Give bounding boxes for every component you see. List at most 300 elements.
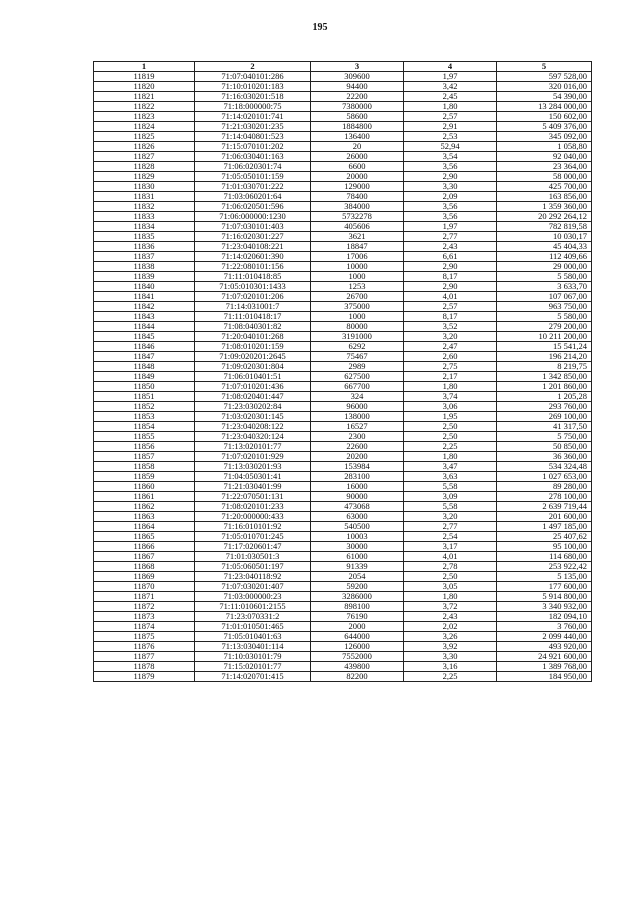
cadastral-number-cell: 71:06:000000:1230 (195, 212, 311, 222)
value-cell: 10 211 200,00 (497, 332, 592, 342)
table-row (94, 292, 592, 302)
area-cell: 20 (311, 142, 404, 152)
area-cell: 309600 (311, 72, 404, 82)
rate-cell: 3,17 (404, 542, 497, 552)
row-number-cell: 11852 (94, 402, 195, 412)
value-cell: 5 580,00 (497, 312, 592, 322)
rate-cell: 3,56 (404, 212, 497, 222)
row-number-cell: 11831 (94, 192, 195, 202)
cadastral-number-cell: 71:05:010401:63 (195, 632, 311, 642)
area-cell: 16527 (311, 422, 404, 432)
rate-cell: 2,53 (404, 132, 497, 142)
table-row (94, 142, 592, 152)
value-cell: 36 360,00 (497, 452, 592, 462)
area-cell: 76190 (311, 612, 404, 622)
rate-cell: 3,56 (404, 162, 497, 172)
table-row (94, 442, 592, 452)
row-number-cell: 11857 (94, 452, 195, 462)
area-cell: 26700 (311, 292, 404, 302)
row-number-cell: 11823 (94, 112, 195, 122)
cadastral-number-cell: 71:07:030101:403 (195, 222, 311, 232)
row-number-cell: 11860 (94, 482, 195, 492)
cadastral-number-cell: 71:07:020101:929 (195, 452, 311, 462)
cadastral-number-cell: 71:23:040108:221 (195, 242, 311, 252)
cadastral-number-cell: 71:04:050301:41 (195, 472, 311, 482)
value-cell: 1 205,28 (497, 392, 592, 402)
area-cell: 129000 (311, 182, 404, 192)
cadastral-number-cell: 71:05:010701:245 (195, 532, 311, 542)
cadastral-number-cell: 71:03:060201:64 (195, 192, 311, 202)
value-cell: 184 950,00 (497, 672, 592, 682)
value-cell: 293 760,00 (497, 402, 592, 412)
table-row (94, 242, 592, 252)
area-cell: 7552000 (311, 652, 404, 662)
value-cell: 3 340 932,00 (497, 602, 592, 612)
value-cell: 58 000,00 (497, 172, 592, 182)
table-row (94, 602, 592, 612)
rate-cell: 2,02 (404, 622, 497, 632)
rate-cell: 2,78 (404, 562, 497, 572)
value-cell: 1 058,80 (497, 142, 592, 152)
value-cell: 92 040,00 (497, 152, 592, 162)
cadastral-number-cell: 71:23:030202:84 (195, 402, 311, 412)
area-cell: 63000 (311, 512, 404, 522)
row-number-cell: 11828 (94, 162, 195, 172)
row-number-cell: 11837 (94, 252, 195, 262)
value-cell: 54 390,00 (497, 92, 592, 102)
cadastral-number-cell: 71:18:000000:75 (195, 102, 311, 112)
area-cell: 6292 (311, 342, 404, 352)
area-cell: 1884800 (311, 122, 404, 132)
cadastral-number-cell: 71:21:030401:99 (195, 482, 311, 492)
table-row (94, 642, 592, 652)
rate-cell: 2,25 (404, 442, 497, 452)
row-number-cell: 11874 (94, 622, 195, 632)
row-number-cell: 11859 (94, 472, 195, 482)
area-cell: 2300 (311, 432, 404, 442)
row-number-cell: 11833 (94, 212, 195, 222)
table-row (94, 502, 592, 512)
row-number-cell: 11824 (94, 122, 195, 132)
area-cell: 439800 (311, 662, 404, 672)
cadastral-number-cell: 71:23:040320:124 (195, 432, 311, 442)
cadastral-number-cell: 71:21:030201:235 (195, 122, 311, 132)
value-cell: 1 497 185,00 (497, 522, 592, 532)
cadastral-number-cell: 71:08:010201:159 (195, 342, 311, 352)
cadastral-number-cell: 71:03:000000:23 (195, 592, 311, 602)
row-number-cell: 11847 (94, 352, 195, 362)
cadastral-number-cell: 71:14:020101:741 (195, 112, 311, 122)
rate-cell: 3,42 (404, 82, 497, 92)
area-cell: 20200 (311, 452, 404, 462)
rate-cell: 8,17 (404, 312, 497, 322)
value-cell: 24 921 600,00 (497, 652, 592, 662)
value-cell: 107 067,00 (497, 292, 592, 302)
area-cell: 3191000 (311, 332, 404, 342)
row-number-cell: 11879 (94, 672, 195, 682)
area-cell: 80000 (311, 322, 404, 332)
value-cell: 493 920,00 (497, 642, 592, 652)
rate-cell: 1,80 (404, 592, 497, 602)
table-row (94, 522, 592, 532)
row-number-cell: 11836 (94, 242, 195, 252)
area-cell: 20000 (311, 172, 404, 182)
rate-cell: 3,54 (404, 152, 497, 162)
cadastral-number-cell: 71:14:020701:415 (195, 672, 311, 682)
table-row (94, 152, 592, 162)
area-cell: 138000 (311, 412, 404, 422)
rate-cell: 2,43 (404, 612, 497, 622)
table-row (94, 362, 592, 372)
row-number-cell: 11850 (94, 382, 195, 392)
table-row (94, 252, 592, 262)
rate-cell: 2,90 (404, 282, 497, 292)
table-row (94, 672, 592, 682)
rate-cell: 2,50 (404, 572, 497, 582)
cadastral-number-cell: 71:15:020101:77 (195, 662, 311, 672)
table-row (94, 592, 592, 602)
rate-cell: 3,47 (404, 462, 497, 472)
rate-cell: 1,95 (404, 412, 497, 422)
table-row (94, 512, 592, 522)
table-row (94, 202, 592, 212)
row-number-cell: 11873 (94, 612, 195, 622)
rate-cell: 3,92 (404, 642, 497, 652)
area-cell: 1000 (311, 272, 404, 282)
cadastral-number-cell: 71:03:020301:145 (195, 412, 311, 422)
table-row (94, 382, 592, 392)
rate-cell: 2,25 (404, 672, 497, 682)
value-cell: 1 389 768,00 (497, 662, 592, 672)
rate-cell: 2,77 (404, 522, 497, 532)
area-cell: 2054 (311, 572, 404, 582)
table-row (94, 92, 592, 102)
rate-cell: 2,54 (404, 532, 497, 542)
cadastral-number-cell: 71:11:010418:85 (195, 272, 311, 282)
area-cell: 75467 (311, 352, 404, 362)
cadastral-number-cell: 71:16:020301:227 (195, 232, 311, 242)
rate-cell: 2,43 (404, 242, 497, 252)
row-number-cell: 11843 (94, 312, 195, 322)
value-cell: 150 602,00 (497, 112, 592, 122)
row-number-cell: 11844 (94, 322, 195, 332)
value-cell: 5 914 800,00 (497, 592, 592, 602)
table-row (94, 282, 592, 292)
row-number-cell: 11820 (94, 82, 195, 92)
value-cell: 253 922,42 (497, 562, 592, 572)
row-number-cell: 11825 (94, 132, 195, 142)
area-cell: 26000 (311, 152, 404, 162)
row-number-cell: 11846 (94, 342, 195, 352)
value-cell: 278 100,00 (497, 492, 592, 502)
value-cell: 2 099 440,00 (497, 632, 592, 642)
value-cell: 963 750,00 (497, 302, 592, 312)
table-row (94, 302, 592, 312)
value-cell: 269 100,00 (497, 412, 592, 422)
row-number-cell: 11849 (94, 372, 195, 382)
rate-cell: 8,17 (404, 272, 497, 282)
row-number-cell: 11865 (94, 532, 195, 542)
cadastral-number-cell: 71:09:020301:804 (195, 362, 311, 372)
value-cell: 1 342 850,00 (497, 372, 592, 382)
row-number-cell: 11834 (94, 222, 195, 232)
rate-cell: 1,80 (404, 382, 497, 392)
table-row (94, 472, 592, 482)
area-cell: 78400 (311, 192, 404, 202)
table-row (94, 552, 592, 562)
value-cell: 1 359 360,00 (497, 202, 592, 212)
column-header: 5 (497, 62, 592, 72)
cadastral-number-cell: 71:13:030401:114 (195, 642, 311, 652)
rate-cell: 5,58 (404, 502, 497, 512)
rate-cell: 3,30 (404, 182, 497, 192)
area-cell: 2989 (311, 362, 404, 372)
row-number-cell: 11841 (94, 292, 195, 302)
area-cell: 22600 (311, 442, 404, 452)
row-number-cell: 11870 (94, 582, 195, 592)
row-number-cell: 11867 (94, 552, 195, 562)
cadastral-number-cell: 71:01:030701:222 (195, 182, 311, 192)
area-cell: 7380000 (311, 102, 404, 112)
rate-cell: 3,16 (404, 662, 497, 672)
table-row (94, 72, 592, 82)
table-header-row (94, 62, 592, 72)
rate-cell: 2,90 (404, 262, 497, 272)
value-cell: 1 201 860,00 (497, 382, 592, 392)
rate-cell: 2,50 (404, 422, 497, 432)
area-cell: 82200 (311, 672, 404, 682)
cadastral-number-cell: 71:07:030201:407 (195, 582, 311, 592)
page-number: 195 (312, 22, 328, 33)
rate-cell: 4,01 (404, 552, 497, 562)
table-body (94, 72, 592, 682)
value-cell: 114 680,00 (497, 552, 592, 562)
value-cell: 23 364,00 (497, 162, 592, 172)
area-cell: 5732278 (311, 212, 404, 222)
rate-cell: 2,77 (404, 232, 497, 242)
area-cell: 61000 (311, 552, 404, 562)
value-cell: 782 819,58 (497, 222, 592, 232)
cadastral-number-cell: 71:22:070501:131 (195, 492, 311, 502)
value-cell: 89 280,00 (497, 482, 592, 492)
row-number-cell: 11832 (94, 202, 195, 212)
rate-cell: 3,20 (404, 512, 497, 522)
cadastral-number-cell: 71:22:080101:156 (195, 262, 311, 272)
row-number-cell: 11822 (94, 102, 195, 112)
value-cell: 320 016,00 (497, 82, 592, 92)
cadastral-number-cell: 71:10:010201:183 (195, 82, 311, 92)
row-number-cell: 11830 (94, 182, 195, 192)
rate-cell: 3,72 (404, 602, 497, 612)
area-cell: 644000 (311, 632, 404, 642)
cadastral-number-cell: 71:01:030501:3 (195, 552, 311, 562)
area-cell: 10003 (311, 532, 404, 542)
table-row (94, 352, 592, 362)
value-cell: 45 404,33 (497, 242, 592, 252)
rate-cell: 52,94 (404, 142, 497, 152)
table-row (94, 452, 592, 462)
rate-cell: 3,09 (404, 492, 497, 502)
cadastral-number-cell: 71:09:020201:2645 (195, 352, 311, 362)
rate-cell: 3,56 (404, 202, 497, 212)
rate-cell: 6,61 (404, 252, 497, 262)
table-row (94, 132, 592, 142)
column-header: 2 (195, 62, 311, 72)
cadastral-number-cell: 71:06:020501:596 (195, 202, 311, 212)
table-row (94, 532, 592, 542)
table-row (94, 222, 592, 232)
row-number-cell: 11853 (94, 412, 195, 422)
table-row (94, 262, 592, 272)
value-cell: 425 700,00 (497, 182, 592, 192)
area-cell: 18847 (311, 242, 404, 252)
area-cell: 1000 (311, 312, 404, 322)
area-cell: 3286000 (311, 592, 404, 602)
area-cell: 30000 (311, 542, 404, 552)
table-row (94, 632, 592, 642)
area-cell: 16000 (311, 482, 404, 492)
table-row (94, 662, 592, 672)
row-number-cell: 11842 (94, 302, 195, 312)
cadastral-number-cell: 71:06:010401:51 (195, 372, 311, 382)
column-header: 4 (404, 62, 497, 72)
area-cell: 10000 (311, 262, 404, 272)
table-row (94, 462, 592, 472)
area-cell: 3621 (311, 232, 404, 242)
value-cell: 5 409 376,00 (497, 122, 592, 132)
table-row (94, 332, 592, 342)
rate-cell: 2,90 (404, 172, 497, 182)
table-row (94, 572, 592, 582)
row-number-cell: 11851 (94, 392, 195, 402)
table-row (94, 322, 592, 332)
value-cell: 2 639 719,44 (497, 502, 592, 512)
row-number-cell: 11840 (94, 282, 195, 292)
rate-cell: 5,58 (404, 482, 497, 492)
rate-cell: 4,01 (404, 292, 497, 302)
row-number-cell: 11877 (94, 652, 195, 662)
value-cell: 25 407,62 (497, 532, 592, 542)
rate-cell: 3,63 (404, 472, 497, 482)
cadastral-number-cell: 71:07:040101:286 (195, 72, 311, 82)
cadastral-number-cell: 71:07:020101:206 (195, 292, 311, 302)
value-cell: 13 284 000,00 (497, 102, 592, 112)
rate-cell: 3,74 (404, 392, 497, 402)
rate-cell: 2,91 (404, 122, 497, 132)
area-cell: 898100 (311, 602, 404, 612)
rate-cell: 3,30 (404, 652, 497, 662)
table-row (94, 172, 592, 182)
table-row (94, 192, 592, 202)
value-cell: 5 750,00 (497, 432, 592, 442)
value-cell: 29 000,00 (497, 262, 592, 272)
rate-cell: 1,97 (404, 72, 497, 82)
row-number-cell: 11821 (94, 92, 195, 102)
table-row (94, 372, 592, 382)
table-row (94, 112, 592, 122)
row-number-cell: 11858 (94, 462, 195, 472)
area-cell: 90000 (311, 492, 404, 502)
area-cell: 58600 (311, 112, 404, 122)
value-cell: 1 027 653,00 (497, 472, 592, 482)
area-cell: 2000 (311, 622, 404, 632)
table-row (94, 232, 592, 242)
rate-cell: 3,05 (404, 582, 497, 592)
rate-cell: 2,45 (404, 92, 497, 102)
row-number-cell: 11855 (94, 432, 195, 442)
table-row (94, 412, 592, 422)
rate-cell: 2,50 (404, 432, 497, 442)
rate-cell: 2,17 (404, 372, 497, 382)
row-number-cell: 11868 (94, 562, 195, 572)
value-cell: 597 528,00 (497, 72, 592, 82)
area-cell: 667700 (311, 382, 404, 392)
rate-cell: 3,20 (404, 332, 497, 342)
row-number-cell: 11861 (94, 492, 195, 502)
table-row (94, 82, 592, 92)
cadastral-number-cell: 71:15:070101:202 (195, 142, 311, 152)
cadastral-number-cell: 71:16:030201:518 (195, 92, 311, 102)
value-cell: 41 317,50 (497, 422, 592, 432)
value-cell: 201 600,00 (497, 512, 592, 522)
value-cell: 5 135,00 (497, 572, 592, 582)
table-row (94, 582, 592, 592)
rate-cell: 3,06 (404, 402, 497, 412)
table-row (94, 102, 592, 112)
cadastral-number-cell: 71:23:070331:2 (195, 612, 311, 622)
row-number-cell: 11827 (94, 152, 195, 162)
row-number-cell: 11872 (94, 602, 195, 612)
cadastral-number-cell: 71:10:030101:79 (195, 652, 311, 662)
cadastral-number-cell: 71:05:060501:197 (195, 562, 311, 572)
area-cell: 94400 (311, 82, 404, 92)
column-header: 1 (94, 62, 195, 72)
row-number-cell: 11848 (94, 362, 195, 372)
table-row (94, 182, 592, 192)
column-header: 3 (311, 62, 404, 72)
row-number-cell: 11838 (94, 262, 195, 272)
rate-cell: 1,80 (404, 102, 497, 112)
row-number-cell: 11856 (94, 442, 195, 452)
cadastral-number-cell: 71:14:031001:7 (195, 302, 311, 312)
rate-cell: 1,80 (404, 452, 497, 462)
table-row (94, 392, 592, 402)
cadastral-number-cell: 71:01:010501:465 (195, 622, 311, 632)
rate-cell: 2,57 (404, 302, 497, 312)
cadastral-number-cell: 71:13:030201:93 (195, 462, 311, 472)
value-cell: 279 200,00 (497, 322, 592, 332)
value-cell: 15 541,24 (497, 342, 592, 352)
rate-cell: 3,52 (404, 322, 497, 332)
area-cell: 96000 (311, 402, 404, 412)
row-number-cell: 11866 (94, 542, 195, 552)
area-cell: 384000 (311, 202, 404, 212)
value-cell: 5 580,00 (497, 272, 592, 282)
row-number-cell: 11826 (94, 142, 195, 152)
rate-cell: 2,09 (404, 192, 497, 202)
area-cell: 473068 (311, 502, 404, 512)
cadastral-number-cell: 71:13:020101:77 (195, 442, 311, 452)
cadastral-number-cell: 71:14:040801:523 (195, 132, 311, 142)
area-cell: 126000 (311, 642, 404, 652)
value-cell: 196 214,20 (497, 352, 592, 362)
row-number-cell: 11835 (94, 232, 195, 242)
table-row (94, 562, 592, 572)
cadastral-number-cell: 71:08:020101:233 (195, 502, 311, 512)
value-cell: 95 100,00 (497, 542, 592, 552)
area-cell: 59200 (311, 582, 404, 592)
row-number-cell: 11829 (94, 172, 195, 182)
